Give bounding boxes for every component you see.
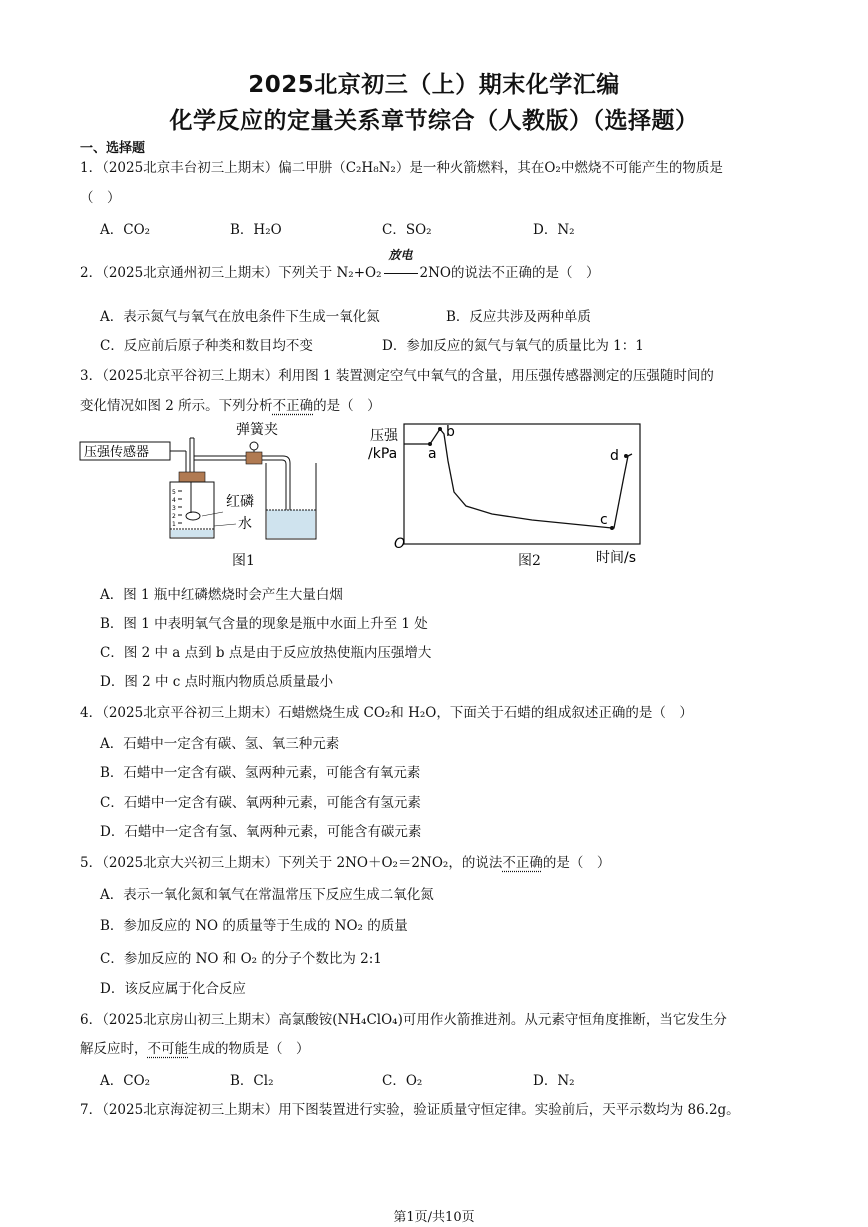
q6-option-c[interactable]: C．O₂	[382, 1073, 423, 1089]
q4-option-d[interactable]: D．石蜡中一定含有氢、氧两种元素，可能含有碳元素	[100, 824, 422, 840]
q6-stem: 6．（2025北京房山初三上期末）高氯酸铵(NH₄ClO₄)可用作火箭推进剂。从元素守恒角度推断，当它发生分	[80, 1012, 727, 1028]
q6-option-b[interactable]: B．Cl₂	[230, 1073, 274, 1089]
q2-stem	[80, 248, 600, 281]
q6-emphasis: 不可能	[147, 1041, 188, 1057]
q2-option-c[interactable]: C．反应前后原子种类和数目均不变	[100, 338, 313, 354]
q2-stem-suffix: 2NO的说法不正确的是（ ）	[419, 265, 600, 281]
svg-text:1: 1	[172, 521, 176, 528]
title-line-2: 化学反应的定量关系章节综合（人教版）（选择题）	[169, 108, 699, 134]
point-a: a	[428, 446, 437, 462]
title-line-1: 2025北京初三（上）期末化学汇编	[248, 72, 620, 98]
q1-option-c[interactable]: C．SO₂	[382, 222, 432, 238]
figure-1-apparatus	[78, 418, 323, 548]
q5-emphasis: 不正确	[502, 855, 543, 871]
q4-option-c[interactable]: C．石蜡中一定含有碳、氧两种元素，可能含有氢元素	[100, 795, 421, 811]
q3-option-a[interactable]: A．图 1 瓶中红磷燃烧时会产生大量白烟	[100, 587, 343, 603]
q2-option-a[interactable]: A．表示氮气与氧气在放电条件下生成一氧化氮	[100, 309, 380, 325]
q3-stem: 3．（2025北京平谷初三上期末）利用图 1 装置测定空气中氧气的含量，用压强传感器测定的压强随时间的	[80, 368, 714, 384]
q1-stem-cont: （ ）	[80, 190, 121, 206]
q5-option-b[interactable]: B．参加反应的 NO 的质量等于生成的 NO₂ 的质量	[100, 918, 408, 934]
point-d: d	[610, 448, 619, 464]
q3-option-b[interactable]: B．图 1 中表明氧气含量的现象是瓶中水面上升至 1 处	[100, 616, 428, 632]
water-label: 水	[238, 516, 252, 532]
chart-y-unit: /kPa	[368, 446, 398, 462]
q1-stem: 1．（2025北京丰台初三上期末）偏二甲肼（C₂H₈N₂）是一种火箭燃料，其在O₂中燃烧不可能产生的物质是	[80, 160, 723, 176]
point-b: b	[446, 424, 455, 440]
q7-stem: 7．（2025北京海淀初三上期末）用下图装置进行实验，验证质量守恒定律。实验前后，天平示数均为 86.2g。	[80, 1102, 740, 1118]
figure-2-pressure-chart	[362, 416, 652, 568]
q4-option-b[interactable]: B．石蜡中一定含有碳、氢两种元素，可能含有氧元素	[100, 765, 421, 781]
reaction-condition-arrow	[383, 248, 419, 281]
spring-clamp-label: 弹簧夹	[236, 422, 278, 438]
page-footer: 第1页/共10页	[393, 1210, 475, 1225]
svg-text:4: 4	[172, 497, 176, 504]
q3-option-d[interactable]: D．图 2 中 c 点时瓶内物质总质量最小	[100, 674, 334, 690]
q6-stem-cont: 解反应时，不可能生成的物质是（ ）	[80, 1041, 310, 1057]
q1-option-d[interactable]: D．N₂	[533, 222, 575, 238]
svg-text:2: 2	[172, 513, 176, 520]
q2-option-b[interactable]: B．反应共涉及两种单质	[446, 309, 591, 325]
q1-option-a[interactable]: A．CO₂	[100, 222, 151, 238]
red-phosphorus-label: 红磷	[226, 494, 254, 510]
q5-option-a[interactable]: A．表示一氧化氮和氧气在常温常压下反应生成二氧化氮	[100, 887, 434, 903]
chart-x-label: 时间/s	[596, 550, 637, 566]
q2-option-d[interactable]: D．参加反应的氮气与氧气的质量比为 1：1	[382, 338, 644, 354]
q2-stem-prefix: 2．（2025北京通州初三上期末）下列关于 N₂+O₂	[80, 265, 382, 281]
q6-option-a[interactable]: A．CO₂	[100, 1073, 151, 1089]
q5-stem: 5．（2025北京大兴初三上期末）下列关于 2NO＋O₂＝2NO₂，的说法不正确的是（ ）	[80, 855, 611, 871]
pressure-sensor-label: 压强传感器	[84, 445, 150, 460]
q6-option-d[interactable]: D．N₂	[533, 1073, 575, 1089]
q3-emphasis: 不正确	[272, 398, 314, 414]
chart-origin: O	[394, 536, 406, 552]
q1-option-b[interactable]: B．H₂O	[230, 222, 282, 238]
svg-text:5: 5	[172, 489, 176, 496]
q3-stem-cont: 变化情况如图 2 所示。下列分析不正确的是（ ）	[80, 398, 381, 414]
q3-option-c[interactable]: C．图 2 中 a 点到 b 点是由于反应放热使瓶内压强增大	[100, 645, 432, 661]
q4-stem: 4．（2025北京平谷初三上期末）石蜡燃烧生成 CO₂和 H₂O，下面关于石蜡的组成叙述正确的是（ ）	[80, 705, 693, 721]
reaction-condition: 放电	[388, 248, 413, 262]
section-heading: 一、选择题	[80, 141, 146, 156]
svg-text:3: 3	[172, 505, 176, 512]
point-c: c	[600, 512, 608, 528]
q4-option-a[interactable]: A．石蜡中一定含有碳、氢、氧三种元素	[100, 736, 340, 752]
figure-2-caption: 图2	[518, 553, 541, 569]
chart-y-label: 压强	[370, 428, 398, 444]
q5-option-d[interactable]: D．该反应属于化合反应	[100, 981, 246, 997]
figure-1-caption: 图1	[232, 553, 255, 569]
q5-option-c[interactable]: C．参加反应的 NO 和 O₂ 的分子个数比为 2:1	[100, 951, 382, 967]
